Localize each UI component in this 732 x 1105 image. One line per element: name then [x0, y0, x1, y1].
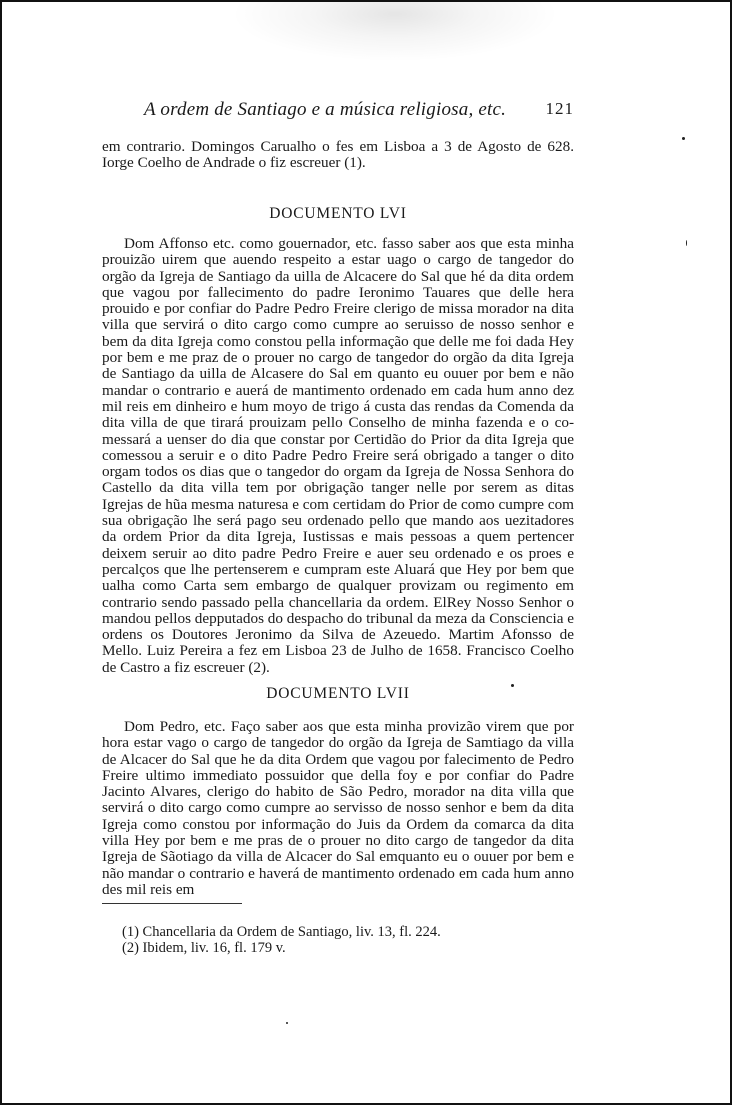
- scan-smudge: [230, 2, 560, 62]
- footnote-1: (1) Chancellaria da Ordem de Santiago, liv. 13, fl. 224.: [122, 924, 441, 940]
- scan-speck: [286, 1022, 288, 1024]
- page-number: 121: [545, 99, 574, 118]
- scan-speck: [511, 684, 514, 687]
- footnote-2: (2) Ibidem, liv. 16, fl. 179 v.: [122, 940, 286, 956]
- document-57-heading: DOCUMENTO LVII: [266, 685, 410, 702]
- continuation-text: em contrario. Domingos Carualho o fes em Lisboa a 3 de Agosto de 628. Iorge Coelho de Andrade o fiz escreuer (1).: [102, 138, 574, 172]
- document-57-body: [102, 719, 574, 898]
- continuation-paragraph: [102, 139, 574, 172]
- footnote-rule: [102, 903, 242, 904]
- scan-speck: [686, 240, 687, 246]
- document-56-body: [102, 236, 574, 676]
- scan-speck: [682, 137, 685, 140]
- running-title: A ordem de Santiago e a música religiosa, etc.: [144, 99, 507, 120]
- document-56-heading: DOCUMENTO LVI: [269, 205, 407, 222]
- document-57-text: Dom Pedro, etc. Faço saber aos que esta minha provizão virem que por hora estar vago o cargo de tangedor do orgão da Igreja de Samtiago da villa de Alcacer do Sal que he da dita Ordem que vagou por falecimento de Pedro Freire ultimo immediato possuidor que della foy e por confiar do Padre Jacinto Alvares, clerigo do habito de São Pedro, morador na dita villa que servirá o dito cargo como cumpre ao servisso de nosso senhor e bem da dita Igreja como constou por informação do Juis da Ordem da comarca da dita villa Hey por bem e me pras de o prouer no dito cargo de tangedor da dita Igreja de Sãotiago da villa de Alcacer do Sal emquanto eu o ouuer por bem e não mandar o contrario e haverá de mantimento ordenado em cada hum anno des mil reis em: [102, 718, 574, 898]
- document-56-text: Dom Affonso etc. como gouernador, etc. fasso saber aos que esta minha prouizão uirem que auendo respeito a estar uago o cargo de tangedor do orgão da Igreja de Santiago da uilla de Alcacere do Sal que hé da dita ordem que vagou por fallecimento do padre Ieronimo Tauares que delle hera prouido e por confiar do Padre Pedro Freire clerigo de missa morador na dita villa que servirá o dito cargo como cumpre ao seruisso de nosso senhor e bem da dita Igreja como constou pella informação que delle me foi dada Hey por bem e me praz de o prouer no cargo de tangedor do orgão da dita Igreja de Santiago da uilla de Alcasere do Sal em quanto eu ouuer por bem e não mandar o contrario e auerá de mantimento ordenado em cada hum anno dez mil reis em dinheiro e hum moyo de trigo á custa das rendas da Comenda da dita villa de que tirará prouizam pello Conselho de minha fazenda e o comessará a uenser do dia que constar por Certidão do Prior da dita Igreja que comessou a seruir e o dito Padre Pedro Freire será obrigado a tanger o dito orgam todos os dias que o tangedor do orgam da Igreja de Nossa Senhora do Castello da dita villa tem por obrigação tanger nelle por serem as ditas Igrejas de hũa mesma naturesa e com certidam do Prior de como cumpre com sua obrigação lhe será pago seu ordenado pello que mando aos uezitadores da ordem Prior da dita Igreja, Iustissas e mais pessoas a quem pertencer deixem seruir ao dito padre Pedro Freire e auer seu ordenado e os proes e percalços que lhe pertenserem e cumpram este Aluará que Hey por bem que ualha como Carta sem embargo de qualquer provizam ou regimento em contrario sendo passado pella chancellaria da ordem. ElRey Nosso Senhor o mandou pellos depputados do despacho do tribunal da meza da Consciencia e ordens os Doutores Jeronimo da Silva de Azeuedo. Martim Afonsso de Mello. Luiz Pereira a fez em Lisboa 23 de Julho de 1658. Francisco Coelho de Castro a fiz escreuer (2).: [102, 235, 574, 676]
